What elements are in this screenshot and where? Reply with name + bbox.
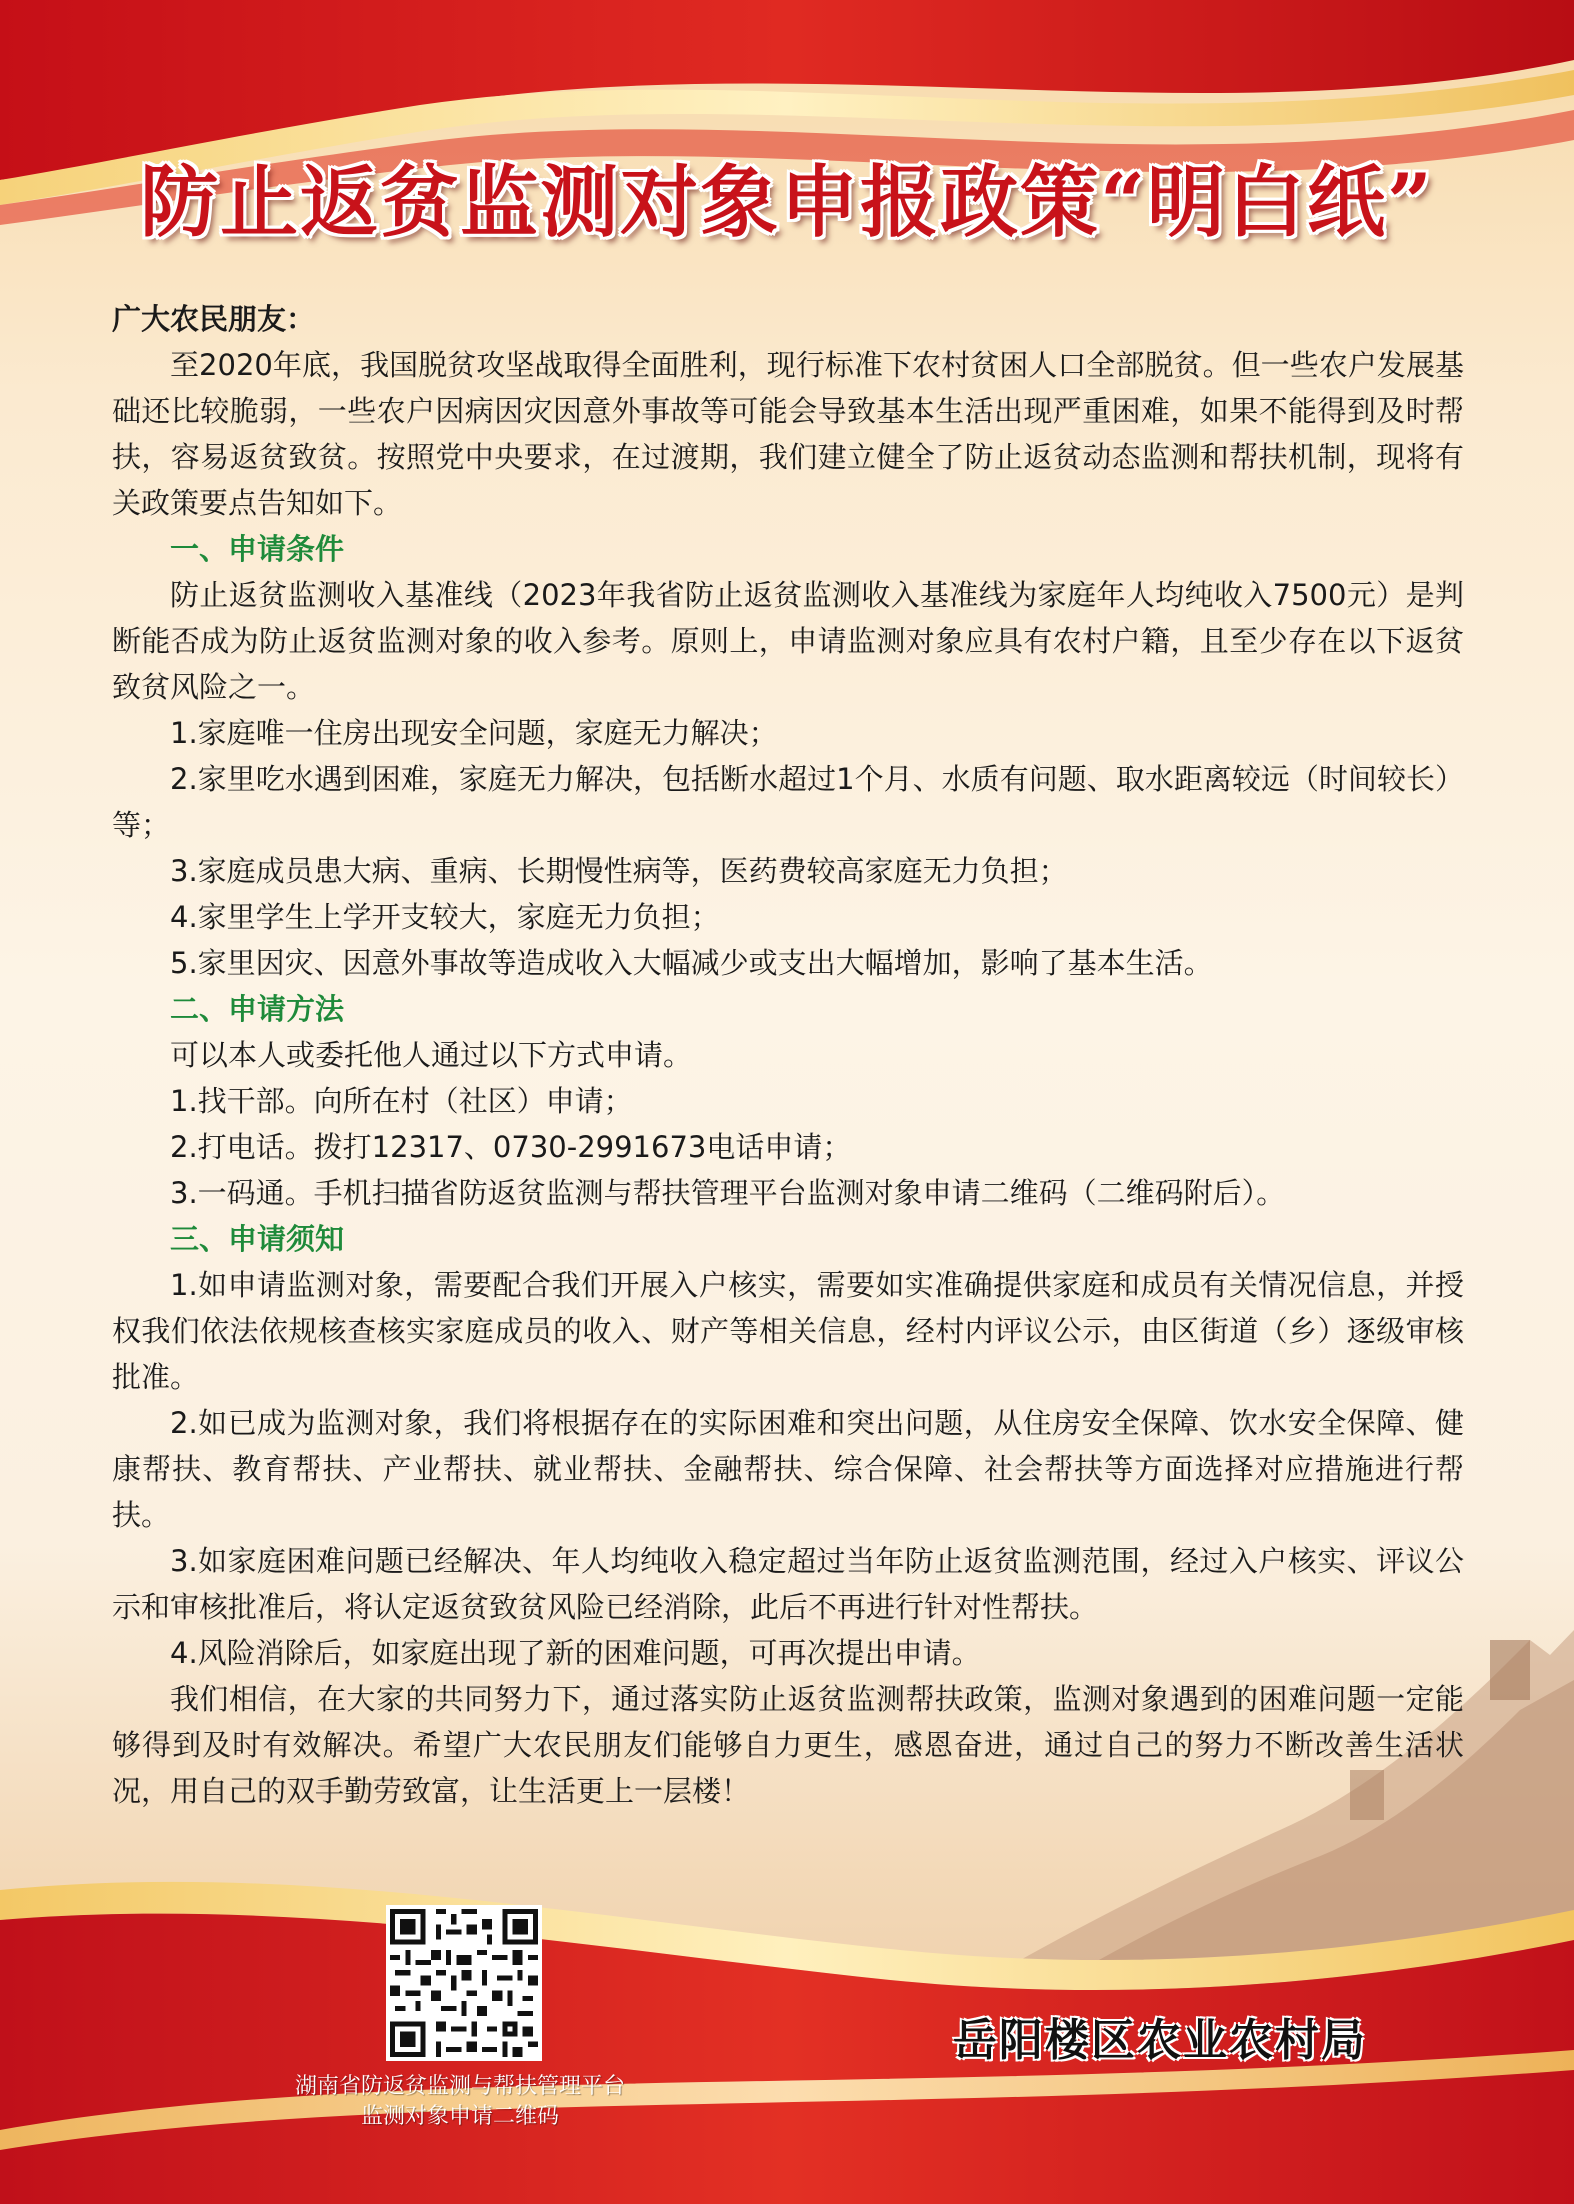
intro-paragraph: 至2020年底，我国脱贫攻坚战取得全面胜利，现行标准下农村贫困人口全部脱贫。但一些农户发展基础还比较脆弱，一些农户因病因灾因意外事故等可能会导致基本生活出现严重困难，如果不能得到及时帮扶，容易返贫致贫。按照党中央要求，在过渡期，我们建立健全了防止返贫动态监测和帮扶机制，现将有关政策要点告知如下。 xyxy=(112,348,1464,520)
note-item: 3.如家庭困难问题已经解决、年人均纯收入稳定超过当年防止返贫监测范围，经过入户核实、评议公示和审核批准后，将认定返贫致贫风险已经消除，此后不再进行针对性帮扶。 xyxy=(112,1544,1464,1624)
note-item: 1.如申请监测对象，需要配合我们开展入户核实，需要如实准确提供家庭和成员有关情况信息，并授权我们依法依规核查核实家庭成员的收入、财产等相关信息，经村内评议公示，由区街道（乡）逐级审核批准。 xyxy=(112,1268,1464,1394)
qr-code-icon xyxy=(390,1909,538,2057)
bottom-red-banner xyxy=(0,1800,1574,2204)
condition-item: 3.家庭成员患大病、重病、长期慢性病等，医药费较高家庭无力负担； xyxy=(170,854,1068,888)
section-heading-conditions: 一、申请条件 xyxy=(170,532,345,566)
condition-item: 4.家里学生上学开支较大，家庭无力负担； xyxy=(170,900,720,934)
section-heading-methods: 二、申请方法 xyxy=(170,992,345,1026)
method-item: 1.找干部。向所在村（社区）申请； xyxy=(170,1084,633,1118)
issuing-organization: 岳阳楼区农业农村局 xyxy=(953,2015,1367,2066)
condition-item: 5.家里因灾、因意外事故等造成收入大幅减少或支出大幅增加，影响了基本生活。 xyxy=(170,946,1213,980)
condition-item: 1.家庭唯一住房出现安全问题，家庭无力解决； xyxy=(170,716,778,750)
poster-title: 防止返贫监测对象申报政策“明白纸” xyxy=(140,157,1434,248)
closing-paragraph: 我们相信，在大家的共同努力下，通过落实防止返贫监测帮扶政策，监测对象遇到的困难问题一定能够得到及时有效解决。希望广大农民朋友们能够自力更生，感恩奋进，通过自己的努力不断改善生活状况，用自己的双手勤劳致富，让生活更上一层楼！ xyxy=(112,1682,1464,1808)
greeting: 广大农民朋友： xyxy=(112,302,316,336)
qr-caption-line1: 湖南省防返贫监测与帮扶管理平台 xyxy=(294,2074,625,2099)
conditions-paragraph: 防止返贫监测收入基准线（2023年我省防止返贫监测收入基准线为家庭年人均纯收入7500元）是判断能否成为防止返贫监测对象的收入参考。原则上，申请监测对象应具有农村户籍，且至少存在以下返贫致贫风险之一。 xyxy=(112,578,1464,704)
qr-caption xyxy=(220,2072,700,2132)
qr-caption-line2: 监测对象申请二维码 xyxy=(360,2104,559,2129)
qr-code[interactable] xyxy=(386,1905,542,2061)
method-item: 3.一码通。手机扫描省防返贫监测与帮扶管理平台监测对象申请二维码（二维码附后）。 xyxy=(170,1176,1286,1210)
method-item: 2.打电话。拨打12317、0730-2991673电话申请； xyxy=(170,1130,852,1164)
section-heading-notes: 三、申请须知 xyxy=(170,1222,345,1256)
condition-item: 2.家里吃水遇到困难，家庭无力解决，包括断水超过1个月、水质有问题、取水距离较远（时间较长）等； xyxy=(112,762,1464,842)
note-item: 2.如已成为监测对象，我们将根据存在的实际困难和突出问题，从住房安全保障、饮水安全保障、健康帮扶、教育帮扶、产业帮扶、就业帮扶、金融帮扶、综合保障、社会帮扶等方面选择对应措施进行帮扶。 xyxy=(112,1406,1464,1532)
note-item: 4.风险消除后，如家庭出现了新的困难问题，可再次提出申请。 xyxy=(170,1636,981,1670)
poster-body xyxy=(112,296,1464,1814)
methods-paragraph: 可以本人或委托他人通过以下方式申请。 xyxy=(170,1038,693,1072)
